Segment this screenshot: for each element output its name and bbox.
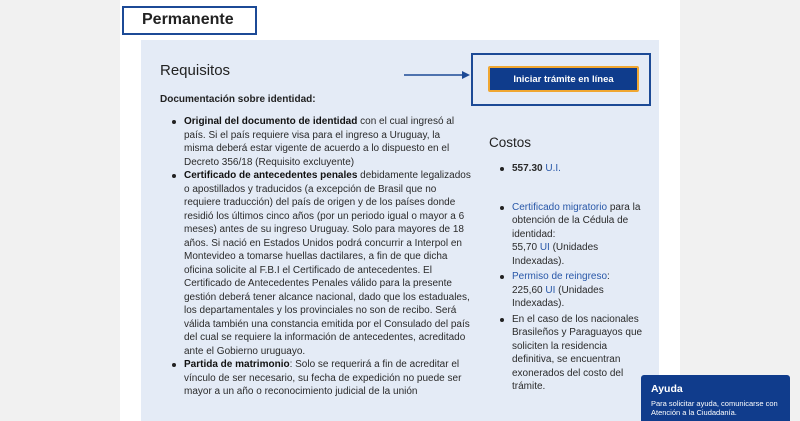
requirement-name: Original del documento de identidad	[184, 116, 358, 127]
tab-permanente[interactable]	[122, 6, 257, 35]
start-online-procedure-button[interactable]: Iniciar trámite en línea	[488, 66, 639, 92]
help-title: Ayuda	[651, 383, 683, 395]
requirement-name: Partida de matrimonio	[184, 359, 290, 370]
list-item	[500, 313, 650, 394]
list-item	[172, 358, 472, 399]
cost-amount: 557.30	[512, 163, 543, 174]
costs-title: Costos	[489, 135, 532, 150]
help-text: Para solicitar ayuda, comunicarse con Atención a la Ciudadanía.	[651, 399, 778, 417]
ui-unit-link[interactable]: UI	[539, 242, 550, 253]
ui-unit-link[interactable]: UI	[545, 284, 556, 296]
requirements-list	[172, 115, 472, 399]
requirement-text: debidamente legalizados o apostillados y traducidos (a excepción de Brasil que no requiere traducción) del país de origen y de los países donde residió los últimos cinco años (por un periodo igual o mayor a 6 meses) antes de su ingreso Uruguay. Solo para mayores de 18 años. Si nació en Estados Unidos podrá concurrir a Interpol en Montevideo a tomarse huellas dactilares, a fin de que dicha oficina solicite al F.B.I el Certificado de antecedentes. El Certificado de Antecedentes Penales válido para la presente gestión deberá tener alcance nacional, dado que los estaduales, los departamentales y los provinciales no son de recibo. Será válida también una constancia emitida por el Consulado del país del cual se requiere la información de antecedentes, acreditado ante el Gobierno uruguayo.	[184, 170, 471, 357]
requirement-name: Certificado de antecedentes penales	[184, 170, 358, 181]
requirement-text: con el cual ingresó al país. Si el país requiere visa para el ingreso a Uruguay, la misma deberá estar vigente de acuerdo a lo dispuesto en el Decreto 356/18 (Requisito excluyente)	[184, 116, 455, 168]
list-item	[500, 201, 650, 269]
requirements-title: Requisitos	[160, 62, 231, 79]
migratory-certificate-link[interactable]: Certificado migratorio	[512, 201, 608, 213]
help-widget[interactable]	[641, 375, 790, 421]
cost-suffix: (Unidades Indexadas).	[512, 242, 599, 267]
reentry-permit-link[interactable]: Permiso de reingreso	[512, 271, 608, 282]
tab-title-label: Permanente	[142, 11, 234, 28]
ui-unit-link[interactable]: U.I.	[545, 163, 561, 174]
arrow-right-icon	[404, 70, 470, 80]
costs-list	[500, 162, 650, 394]
list-item	[500, 270, 650, 311]
list-item	[500, 162, 650, 176]
cost-text: para la obtención de la Cédula de identidad:	[512, 201, 641, 240]
cost-amount: 225,60	[512, 284, 543, 296]
cost-suffix: (Unidades Indexadas).	[512, 284, 604, 309]
identity-docs-heading: Documentación sobre identidad:	[160, 94, 316, 105]
cost-amount: 55,70	[512, 242, 538, 253]
cost-text: :	[607, 271, 610, 282]
list-item	[172, 115, 472, 169]
requirement-text: : Solo se requerirá a fin de acreditar el vínculo de ser necesario, su fecha de expedición no puede ser mayor a un año o reconocimiento judicial de la unión	[184, 359, 462, 397]
exemption-text: En el caso de los nacionales Brasileños y Paraguayos que soliciten la residencia definitiva, se encuentran exonerados del costo del trámite.	[512, 313, 643, 392]
list-item	[172, 169, 472, 358]
